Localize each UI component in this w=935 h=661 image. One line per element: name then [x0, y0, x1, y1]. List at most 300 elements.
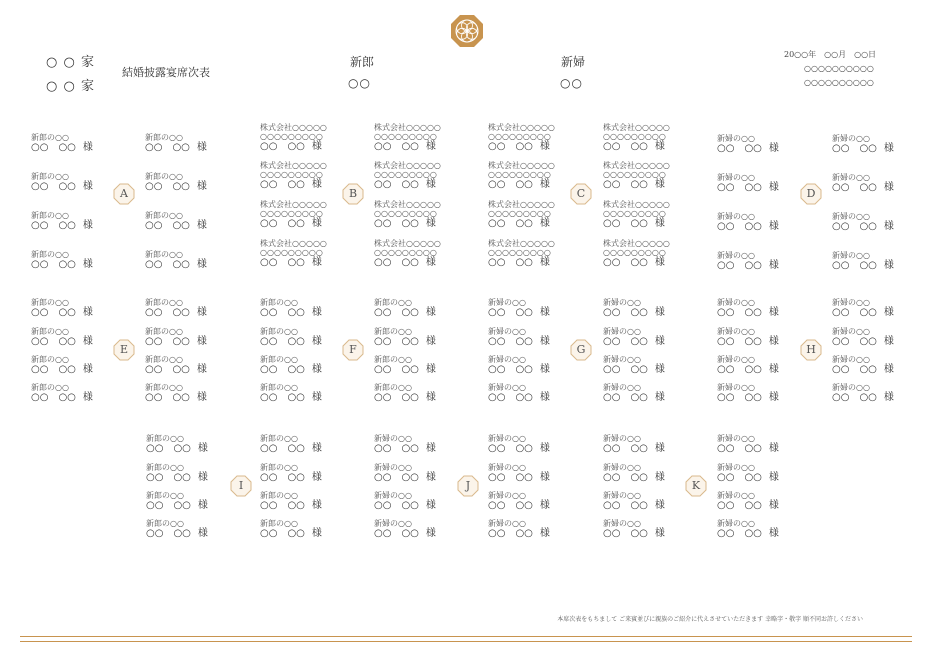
guest-name: ○○ ○○	[146, 528, 191, 539]
guest-relation: 新婦の○○	[603, 491, 641, 500]
table-marker	[800, 339, 822, 361]
guest-relation: 新郎の○○	[146, 463, 184, 472]
guest-honorific: 様	[196, 307, 207, 318]
guest-honorific: 様	[539, 218, 550, 229]
wedding-date: 20○○年 ○○月 ○○日	[784, 50, 877, 59]
bride-family-name: ○ ○ 家	[46, 79, 95, 94]
guest-name: ○○ ○○	[488, 336, 533, 347]
guest-name-line	[145, 181, 235, 192]
guest-relation: 新婦の○○	[374, 463, 412, 472]
guest-entry	[145, 298, 235, 318]
guest-name: ○○ ○○	[374, 179, 419, 190]
guest-name-line	[260, 257, 350, 268]
guest-honorific: 様	[82, 336, 93, 347]
table-label: C	[576, 187, 586, 200]
date-venue-block	[784, 48, 876, 90]
guest-name: ○○ ○○	[488, 257, 533, 268]
guest-relation: 新婦の○○	[832, 173, 870, 182]
guest-name-line	[488, 141, 578, 152]
guest-company: 株式会社○○○○○	[260, 161, 327, 170]
guest-name: ○○ ○○	[488, 528, 533, 539]
guest-honorific: 様	[425, 336, 436, 347]
guest-name-line	[603, 179, 693, 190]
guest-relation: 新婦の○○	[832, 327, 870, 336]
guest-relation: 新婦の○○	[374, 519, 412, 528]
guest-entry	[603, 298, 693, 318]
guest-honorific: 様	[82, 220, 93, 231]
table-marker	[570, 339, 592, 361]
guest-name-line	[603, 218, 693, 229]
guest-company: 株式会社○○○○○	[488, 239, 555, 248]
guest-honorific: 様	[883, 260, 894, 271]
guest-honorific: 様	[539, 528, 550, 539]
guest-name: ○○ ○○	[488, 364, 533, 375]
guest-entry	[374, 434, 464, 454]
guest-company: 株式会社○○○○○	[260, 123, 327, 132]
guest-name: ○○ ○○	[374, 364, 419, 375]
guest-honorific: 様	[883, 143, 894, 154]
guest-relation: 新郎の○○	[145, 327, 183, 336]
guest-honorific: 様	[768, 500, 779, 511]
guest-name-line	[488, 336, 578, 347]
guest-relation: 新婦の○○	[717, 355, 755, 364]
guest-entry	[488, 161, 578, 190]
guest-entry	[260, 383, 350, 403]
guest-name-line	[260, 336, 350, 347]
guest-name: ○○ ○○	[374, 218, 419, 229]
guest-honorific: 様	[883, 221, 894, 232]
guest-entry	[260, 200, 350, 229]
table-label: A	[120, 187, 128, 200]
guest-department: ○○○○○○○○○	[260, 248, 323, 257]
guest-relation: 新郎の○○	[260, 355, 298, 364]
guest-honorific: 様	[197, 500, 208, 511]
guest-relation: 新婦の○○	[603, 519, 641, 528]
guest-relation: 新婦の○○	[717, 383, 755, 392]
guest-name-line	[488, 472, 578, 483]
guest-entry	[31, 133, 121, 153]
guest-company: 株式会社○○○○○	[374, 200, 441, 209]
guest-entry	[31, 327, 121, 347]
guest-name: ○○ ○○	[717, 528, 762, 539]
guest-relation: 新婦の○○	[717, 298, 755, 307]
guest-name-line	[260, 218, 350, 229]
guest-name-line	[146, 472, 236, 483]
guest-relation: 新婦の○○	[717, 463, 755, 472]
guest-relation: 新婦の○○	[717, 491, 755, 500]
guest-name-line	[717, 307, 807, 318]
guest-entry	[31, 298, 121, 318]
guest-honorific: 様	[82, 181, 93, 192]
guest-name: ○○ ○○	[717, 182, 762, 193]
guest-department: ○○○○○○○○○	[488, 209, 551, 218]
guest-entry	[145, 172, 235, 192]
guest-entry	[603, 519, 693, 539]
guest-company: 株式会社○○○○○	[488, 161, 555, 170]
guest-relation: 新婦の○○	[717, 173, 755, 182]
guest-relation: 新郎の○○	[31, 133, 69, 142]
guest-honorific: 様	[539, 392, 550, 403]
guest-honorific: 様	[539, 443, 550, 454]
guest-relation: 新郎の○○	[260, 463, 298, 472]
guest-name: ○○ ○○	[31, 142, 76, 153]
guest-entry	[145, 133, 235, 153]
guest-name: ○○ ○○	[832, 260, 877, 271]
guest-entry	[145, 250, 235, 270]
page-title: 結婚披露宴席次表	[122, 66, 210, 79]
guest-relation: 新郎の○○	[31, 355, 69, 364]
guest-honorific: 様	[654, 179, 665, 190]
guest-honorific: 様	[311, 364, 322, 375]
guest-honorific: 様	[768, 336, 779, 347]
guest-name-line	[145, 259, 235, 270]
guest-name: ○○ ○○	[31, 392, 76, 403]
guest-department: ○○○○○○○○○	[603, 132, 666, 141]
guest-entry	[31, 211, 121, 231]
guest-entry	[260, 434, 350, 454]
guest-name-line	[260, 500, 350, 511]
guest-honorific: 様	[196, 336, 207, 347]
guest-entry	[832, 173, 922, 193]
guest-name: ○○ ○○	[832, 364, 877, 375]
guest-entry	[488, 463, 578, 483]
guest-name: ○○ ○○	[717, 307, 762, 318]
guest-name-line	[603, 364, 693, 375]
table-marker	[570, 183, 592, 205]
guest-name-line	[31, 142, 121, 153]
guest-entry	[145, 383, 235, 403]
guest-relation: 新婦の○○	[374, 491, 412, 500]
guest-honorific: 様	[654, 528, 665, 539]
guest-honorific: 様	[883, 336, 894, 347]
guest-entry	[832, 212, 922, 232]
guest-name-line	[374, 364, 464, 375]
guest-name-line	[374, 472, 464, 483]
guest-entry	[832, 298, 922, 318]
groom-name: ○○	[348, 76, 371, 90]
guest-name-line	[488, 392, 578, 403]
guest-name: ○○ ○○	[260, 141, 305, 152]
guest-name-line	[31, 307, 121, 318]
guest-honorific: 様	[311, 392, 322, 403]
guest-honorific: 様	[768, 182, 779, 193]
guest-name: ○○ ○○	[603, 141, 648, 152]
guest-name: ○○ ○○	[603, 218, 648, 229]
guest-name: ○○ ○○	[603, 179, 648, 190]
guest-honorific: 様	[768, 443, 779, 454]
guest-name-line	[146, 528, 236, 539]
guest-relation: 新郎の○○	[31, 298, 69, 307]
guest-honorific: 様	[768, 364, 779, 375]
guest-company: 株式会社○○○○○	[374, 161, 441, 170]
guest-honorific: 様	[425, 179, 436, 190]
guest-entry	[145, 327, 235, 347]
guest-name: ○○ ○○	[832, 392, 877, 403]
guest-honorific: 様	[311, 336, 322, 347]
guest-entry	[832, 327, 922, 347]
table-label: I	[238, 479, 244, 492]
guest-name-line	[145, 307, 235, 318]
guest-honorific: 様	[196, 259, 207, 270]
guest-name: ○○ ○○	[488, 500, 533, 511]
guest-entry	[374, 463, 464, 483]
table-marker	[342, 339, 364, 361]
guest-name-line	[832, 364, 922, 375]
guest-name: ○○ ○○	[717, 472, 762, 483]
guest-entry	[374, 491, 464, 511]
guest-relation: 新郎の○○	[145, 211, 183, 220]
guest-name-line	[260, 528, 350, 539]
guest-entry	[832, 355, 922, 375]
guest-honorific: 様	[883, 364, 894, 375]
guest-name: ○○ ○○	[146, 500, 191, 511]
guest-name: ○○ ○○	[145, 307, 190, 318]
guest-entry	[31, 172, 121, 192]
guest-entry	[146, 434, 236, 454]
guest-honorific: 様	[768, 392, 779, 403]
guest-honorific: 様	[197, 443, 208, 454]
guest-name: ○○ ○○	[374, 141, 419, 152]
guest-name-line	[374, 336, 464, 347]
guest-entry	[717, 298, 807, 318]
guest-relation: 新婦の○○	[488, 327, 526, 336]
guest-relation: 新婦の○○	[603, 355, 641, 364]
guest-relation: 新婦の○○	[488, 519, 526, 528]
guest-name-line	[260, 307, 350, 318]
guest-name: ○○ ○○	[146, 443, 191, 454]
guest-relation: 新郎の○○	[374, 355, 412, 364]
guest-honorific: 様	[654, 500, 665, 511]
guest-name: ○○ ○○	[260, 218, 305, 229]
footer-note: 本席次表をもちまして ご来賓並びに親族のご紹介に代えさせていただきます 幸略字・敬字 順不同お許しください	[557, 616, 863, 623]
guest-entry	[832, 134, 922, 154]
guest-name: ○○ ○○	[603, 336, 648, 347]
guest-name-line	[260, 392, 350, 403]
guest-name-line	[146, 443, 236, 454]
guest-entry	[603, 463, 693, 483]
guest-name: ○○ ○○	[603, 528, 648, 539]
guest-honorific: 様	[311, 500, 322, 511]
guest-entry	[260, 463, 350, 483]
guest-honorific: 様	[311, 528, 322, 539]
guest-relation: 新婦の○○	[717, 251, 755, 260]
guest-honorific: 様	[311, 179, 322, 190]
guest-relation: 新郎の○○	[31, 250, 69, 259]
guest-name: ○○ ○○	[374, 392, 419, 403]
groom-label: 新郎	[350, 55, 375, 69]
guest-relation: 新婦の○○	[717, 134, 755, 143]
guest-relation: 新婦の○○	[832, 383, 870, 392]
guest-honorific: 様	[654, 472, 665, 483]
guest-department: ○○○○○○○○○	[488, 170, 551, 179]
guest-name-line	[488, 443, 578, 454]
venue-line: ○○○○○○○○○○	[804, 78, 874, 87]
guest-honorific: 様	[425, 500, 436, 511]
footer-rule	[20, 641, 912, 642]
guest-name-line	[832, 336, 922, 347]
guest-name: ○○ ○○	[260, 364, 305, 375]
guest-name-line	[146, 500, 236, 511]
guest-name: ○○ ○○	[488, 392, 533, 403]
guest-department: ○○○○○○○○○	[260, 209, 323, 218]
guest-honorific: 様	[768, 307, 779, 318]
guest-entry	[832, 383, 922, 403]
guest-name-line	[717, 221, 807, 232]
guest-relation: 新婦の○○	[488, 383, 526, 392]
guest-entry	[146, 491, 236, 511]
guest-entry	[260, 491, 350, 511]
guest-entry	[603, 161, 693, 190]
guest-relation: 新郎の○○	[260, 491, 298, 500]
guest-entry	[260, 239, 350, 268]
guest-name-line	[145, 364, 235, 375]
guest-name: ○○ ○○	[31, 181, 76, 192]
guest-honorific: 様	[311, 472, 322, 483]
guest-name: ○○ ○○	[603, 307, 648, 318]
guest-relation: 新郎の○○	[260, 383, 298, 392]
guest-relation: 新郎の○○	[145, 298, 183, 307]
guest-honorific: 様	[768, 472, 779, 483]
guest-name: ○○ ○○	[260, 443, 305, 454]
guest-entry	[145, 211, 235, 231]
table-label: G	[576, 343, 586, 356]
guest-entry	[260, 519, 350, 539]
guest-honorific: 様	[425, 307, 436, 318]
guest-entry	[374, 200, 464, 229]
guest-relation: 新婦の○○	[832, 134, 870, 143]
guest-name-line	[832, 143, 922, 154]
guest-honorific: 様	[654, 218, 665, 229]
guest-name-line	[717, 336, 807, 347]
guest-relation: 新婦の○○	[832, 212, 870, 221]
table-marker	[342, 183, 364, 205]
guest-entry	[488, 298, 578, 318]
guest-entry	[717, 173, 807, 193]
guest-entry	[374, 298, 464, 318]
guest-name: ○○ ○○	[488, 218, 533, 229]
guest-name: ○○ ○○	[374, 257, 419, 268]
guest-entry	[31, 355, 121, 375]
guest-honorific: 様	[196, 181, 207, 192]
guest-name: ○○ ○○	[832, 182, 877, 193]
guest-name: ○○ ○○	[832, 336, 877, 347]
guest-name: ○○ ○○	[717, 364, 762, 375]
guest-honorific: 様	[425, 257, 436, 268]
guest-relation: 新郎の○○	[260, 327, 298, 336]
guest-name: ○○ ○○	[374, 472, 419, 483]
guest-entry	[374, 123, 464, 152]
guest-relation: 新婦の○○	[717, 212, 755, 221]
guest-entry	[488, 383, 578, 403]
table-label: E	[119, 343, 129, 356]
guest-entry	[603, 239, 693, 268]
guest-honorific: 様	[539, 179, 550, 190]
guest-company: 株式会社○○○○○	[374, 239, 441, 248]
guest-name-line	[832, 182, 922, 193]
guest-honorific: 様	[82, 142, 93, 153]
guest-name-line	[145, 336, 235, 347]
guest-entry	[374, 519, 464, 539]
guest-relation: 新婦の○○	[488, 463, 526, 472]
guest-entry	[488, 239, 578, 268]
guest-name: ○○ ○○	[717, 336, 762, 347]
guest-name-line	[260, 443, 350, 454]
guest-name-line	[374, 257, 464, 268]
guest-department: ○○○○○○○○○	[374, 248, 437, 257]
guest-honorific: 様	[82, 259, 93, 270]
guest-honorific: 様	[654, 392, 665, 403]
guest-name: ○○ ○○	[374, 307, 419, 318]
guest-honorific: 様	[311, 141, 322, 152]
guest-honorific: 様	[425, 528, 436, 539]
guest-name: ○○ ○○	[145, 336, 190, 347]
guest-honorific: 様	[425, 443, 436, 454]
guest-name-line	[260, 364, 350, 375]
guest-name: ○○ ○○	[145, 259, 190, 270]
guest-company: 株式会社○○○○○	[374, 123, 441, 132]
guest-honorific: 様	[883, 392, 894, 403]
guest-honorific: 様	[311, 443, 322, 454]
guest-entry	[717, 491, 807, 511]
guest-entry	[488, 491, 578, 511]
guest-company: 株式会社○○○○○	[260, 239, 327, 248]
guest-entry	[260, 355, 350, 375]
guest-name: ○○ ○○	[488, 179, 533, 190]
guest-name: ○○ ○○	[260, 307, 305, 318]
guest-department: ○○○○○○○○○	[603, 248, 666, 257]
guest-name-line	[260, 179, 350, 190]
guest-relation: 新婦の○○	[374, 434, 412, 443]
guest-name-line	[31, 392, 121, 403]
guest-honorific: 様	[654, 257, 665, 268]
guest-relation: 新婦の○○	[717, 519, 755, 528]
guest-honorific: 様	[539, 336, 550, 347]
guest-name-line	[260, 141, 350, 152]
guest-entry	[717, 212, 807, 232]
guest-name-line	[603, 443, 693, 454]
guest-entry	[260, 298, 350, 318]
guest-name: ○○ ○○	[260, 472, 305, 483]
guest-name: ○○ ○○	[145, 181, 190, 192]
guest-name-line	[717, 443, 807, 454]
guest-honorific: 様	[425, 472, 436, 483]
guest-name-line	[145, 220, 235, 231]
guest-name-line	[717, 528, 807, 539]
guest-honorific: 様	[654, 443, 665, 454]
guest-name: ○○ ○○	[832, 143, 877, 154]
guest-honorific: 様	[768, 143, 779, 154]
table-label: J	[465, 479, 471, 492]
guest-department: ○○○○○○○○○	[374, 209, 437, 218]
table-label: K	[691, 479, 701, 492]
guest-department: ○○○○○○○○○	[603, 209, 666, 218]
guest-name: ○○ ○○	[717, 221, 762, 232]
guest-relation: 新郎の○○	[374, 298, 412, 307]
guest-honorific: 様	[654, 141, 665, 152]
guest-relation: 新婦の○○	[717, 434, 755, 443]
guest-entry	[146, 519, 236, 539]
table-label: B	[348, 187, 358, 200]
guest-name: ○○ ○○	[717, 392, 762, 403]
guest-name: ○○ ○○	[603, 257, 648, 268]
guest-honorific: 様	[82, 392, 93, 403]
guest-name-line	[374, 443, 464, 454]
guest-relation: 新婦の○○	[603, 434, 641, 443]
guest-honorific: 様	[654, 307, 665, 318]
guest-relation: 新郎の○○	[260, 519, 298, 528]
table-marker	[685, 475, 707, 497]
guest-honorific: 様	[82, 307, 93, 318]
